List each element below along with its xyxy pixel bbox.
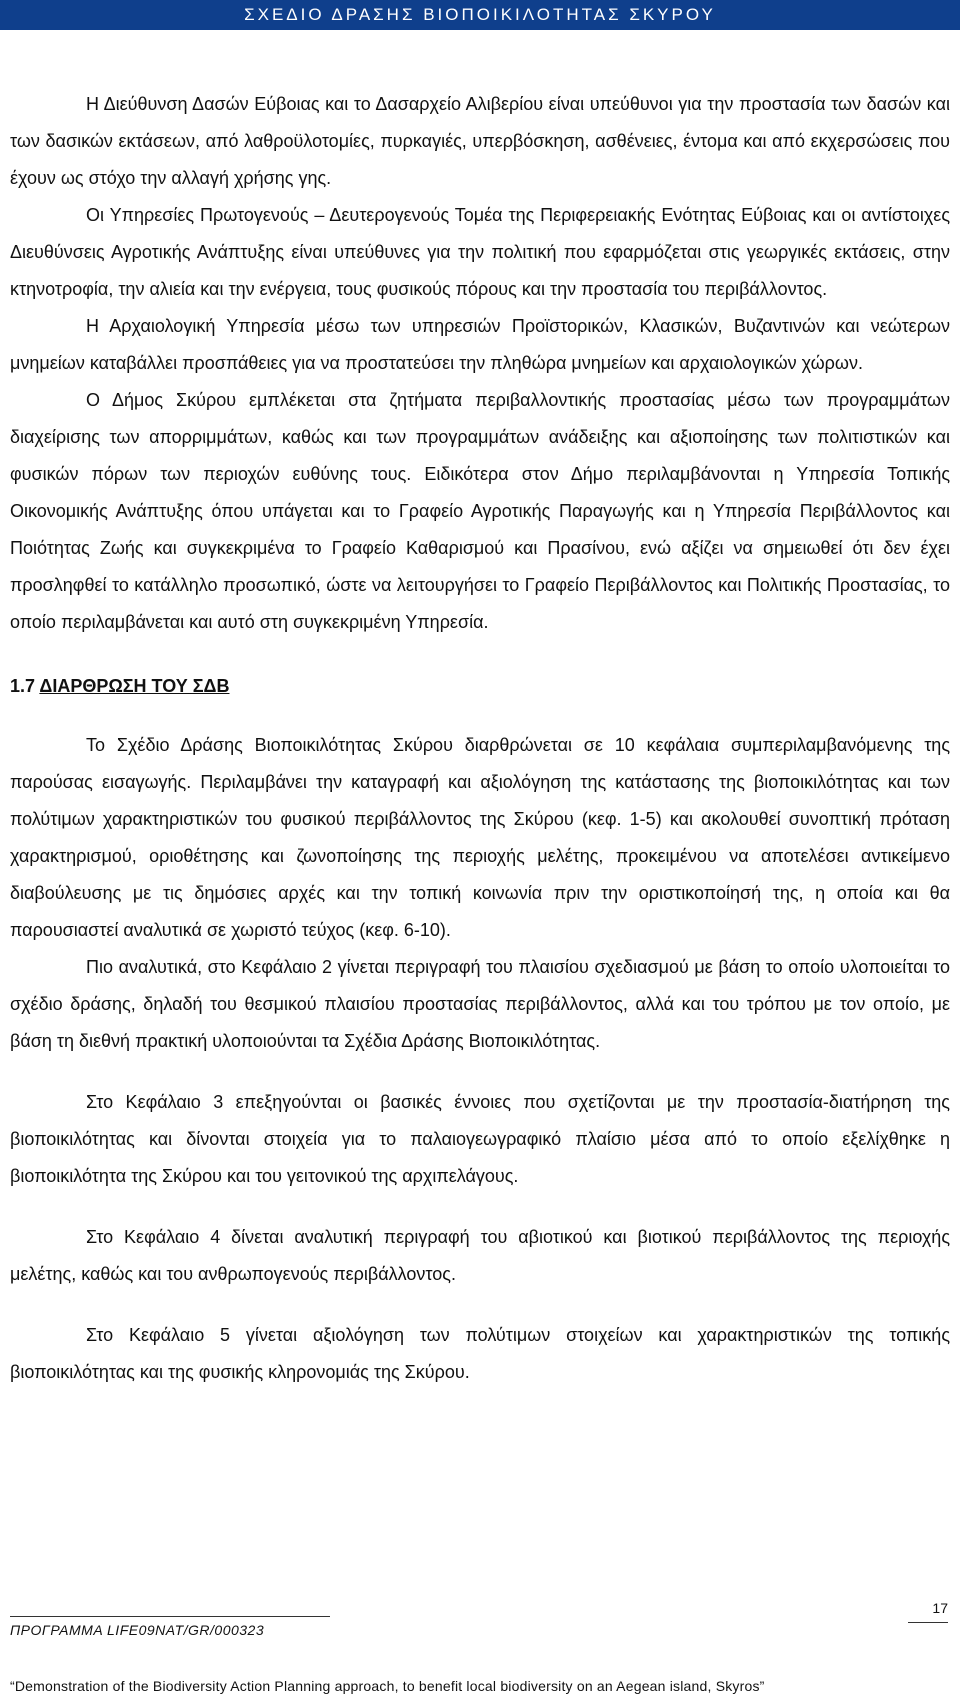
paragraph: Το Σχέδιο Δράσης Βιοποικιλότητας Σκύρου διαρθρώνεται σε 10 κεφάλαια συμπεριλαμβανόμενης της παρούσας εισαγωγής. Περιλαμβάνει την καταγραφή και αξιολόγηση της κατάστασης της βιοποικιλότητας και των πολύτιμων χαρακτηριστικών του φυσικού περιβάλλοντος της Σκύρου (κεφ. 1-5) και ακολουθεί συνοπτική πρόταση χαρακτηρισμού, οριοθέτησης και ζωνοποίησης της περιοχής μελέτης, προκειμένου να αποτελέσει αντικείμενο διαβούλευσης με τις δημόσιες αρχές και την τοπική κοινωνία πριν την οριστικοποίησή της, η οποία και θα παρουσιαστεί αναλυτικά σε χωριστό τεύχος (κεφ. 6-10). (10, 735, 950, 940)
document-title: ΣΧΕΔΙΟ ΔΡΑΣΗΣ ΒΙΟΠΟΙΚΙΛΟΤΗΤΑΣ ΣΚΥΡΟΥ (244, 5, 716, 24)
program-code: ΠΡΟΓΡΑΜΜΑ LIFE09NAT/GR/000323 (10, 1622, 265, 1638)
paragraph: Στο Κεφάλαιο 4 δίνεται αναλυτική περιγραφή του αβιοτικού και βιοτικού περιβάλλοντος της περιοχής μελέτης, καθώς και του ανθρωπογενούς περιβάλλοντος. (10, 1227, 950, 1284)
paragraph: Ο Δήμος Σκύρου εμπλέκεται στα ζητήματα περιβαλλοντικής προστασίας μέσω των προγραμμάτων διαχείρισης των απορριμμάτων, καθώς και των προγραμμάτων ανάδειξης και αξιοποίησης των πολιτιστικών και φυσικών πόρων των περιοχών ευθύνης τους. Ειδικότερα στον Δήμο περιλαμβάνονται η Υπηρεσία Τοπικής Οικονομικής Ανάπτυξης όπου υπάγεται και το Γραφείο Αγροτικής Παραγωγής και η Υπηρεσία Περιβάλλοντος και Ποιότητας Ζωής και συγκεκριμένα το Γραφείο Καθαρισμού και Πρασίνου, ενώ αξίζει να σημειωθεί ότι δεν έχει προσληφθεί το κατάλληλο προσωπικό, ώστε να λειτουργήσει το Γραφείο Περιβάλλοντος και Πολιτικής Προστασίας, το οποίο περιλαμβάνεται και αυτό στη συγκεκριμένη Υπηρεσία. (10, 390, 950, 632)
document-body (10, 86, 950, 1391)
paragraph: Πιο αναλυτικά, στο Κεφάλαιο 2 γίνεται περιγραφή του πλαισίου σχεδιασμού με βάση το οποίο υλοποιείται το σχέδιο δράσης, δηλαδή του θεσμικού πλαισίου προστασίας περιβάλλοντος, αλλά και του τρόπου με τον οποίο, με βάση τη διεθνή πρακτική υλοποιούνται τα Σχέδια Δράσης Βιοποικιλότητας. (10, 957, 950, 1051)
paragraph: Η Διεύθυνση Δασών Εύβοιας και το Δασαρχείο Αλιβερίου είναι υπεύθυνοι για την προστασία των δασών και των δασικών εκτάσεων, από λαθροϋλοτομίες, πυρκαγιές, υπερβόσκηση, ασθένειες, έντομα και από εκχερσώσεις που έχουν ως στόχο την αλλαγή χρήσης γης. (10, 94, 950, 188)
page-number-divider (908, 1622, 948, 1623)
page-header (0, 0, 960, 30)
project-title: “Demonstration of the Biodiversity Action Planning approach, to benefit local biodiversity on an Aegean island, Skyros” (10, 1678, 765, 1694)
section-number: 1.7 (10, 676, 36, 696)
section-title: ΔΙΑΡΘΡΩΣΗ ΤΟΥ ΣΔΒ (39, 676, 230, 696)
footer-divider (10, 1616, 330, 1617)
paragraph: Στο Κεφάλαιο 3 επεξηγούνται οι βασικές έννοιες που σχετίζονται με την προστασία-διατήρηση της βιοποικιλότητας και δίνονται στοιχεία για το παλαιογεωγραφικό πλαίσιο μέσα από το οποίο εξελίχθηκε η βιοποικιλότητα της Σκύρου και του γειτονικού της αρχιπελάγους. (10, 1092, 950, 1186)
paragraph: Οι Υπηρεσίες Πρωτογενούς – Δευτερογενούς Τομέα της Περιφερειακής Ενότητας Εύβοιας και οι αντίστοιχες Διευθύνσεις Αγροτικής Ανάπτυξης είναι υπεύθυνες για την πολιτική που εφαρμόζεται στις γεωργικές εκτάσεις, στην κτηνοτροφία, την αλιεία και την ενέργεια, τους φυσικούς πόρους και την προστασία του περιβάλλοντος. (10, 205, 950, 299)
page-number: 17 (932, 1600, 948, 1616)
paragraph: Η Αρχαιολογική Υπηρεσία μέσω των υπηρεσιών Προϊστορικών, Κλασικών, Βυζαντινών και νεώτερων μνημείων καταβάλλει προσπάθειες για να προστατεύσει την πληθώρα μνημείων και αρχαιολογικών χώρων. (10, 316, 950, 373)
paragraph: Στο Κεφάλαιο 5 γίνεται αξιολόγηση των πολύτιμων στοιχείων και χαρακτηριστικών της τοπικής βιοποικιλότητας και της φυσικής κληρονομιάς της Σκύρου. (10, 1325, 950, 1382)
section-heading (10, 668, 950, 705)
